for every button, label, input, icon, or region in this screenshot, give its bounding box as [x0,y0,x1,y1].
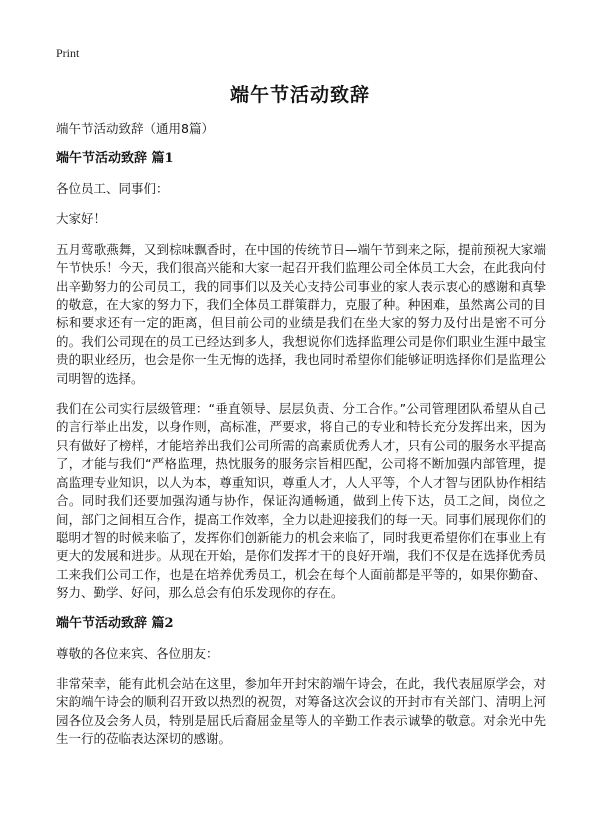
paragraph: 尊敬的各位来宾、各位朋友： [56,645,219,661]
section-1 [56,150,546,603]
page-title: 端午节活动致辞 [229,84,370,106]
paragraph: 我们在公司实行层级管理：“垂直领导、层层负责、分工合作。”公司管理团队希望从自己的言行举止出发，以身作则，高标准，严要求，将自己的专业和特长充分发挥出来，因为只有做好了榜样，才能培养出我们公司所需的高素质优秀人才，只有公司的服务水平提高了，才能与我们“严格监理，热忱服务的服务宗旨相匹配，公司将不断加强内部管理，提高监理专业知识，以人为本，尊重知识，尊重人才，人人平等，个人才智与团队协作相结合。同时我们还要加强沟通与协作，保证沟通畅通，做到上传下达，员工之间，岗位之间，部门之间相互合作，提高工作效率，全力以赴迎接我们的每一天。同事们展现你们的聪明才智的时候来临了，发挥你们创新能力的机会来临了，同时我更希望你们在事业上有更大的发展和进步。从现在开始，是你们发挥才干的良好开端，我们不仅是在选择优秀员工来我们公司工作，也是在培养优秀员工，机会在每个人面前都是平等的，如果你勤奋、努力、勤学、好问，那么总会有伯乐发现你的存在。 [56,401,546,601]
print-link[interactable]: Print [56,46,80,60]
section-heading: 端午节活动致辞 篇2 [56,615,174,631]
document-body [56,120,546,761]
document-subtitle: 端午节活动致辞（通用8篇） [56,121,214,136]
paragraph: 各位员工、同事们： [56,181,169,196]
paragraph: 大家好！ [56,211,107,227]
section-2 [56,615,546,749]
paragraph: 五月莺歌燕舞，又到棕味飘香时，在中国的传统节日—端午节到来之际，提前预祝大家端午节快乐！今天，我们很高兴能和大家一起召开我们监理公司全体员工大会，在此我向付出辛勤努力的公司员工，我的同事们以及关心支持公司事业的家人表示衷心的感谢和真挚的敬意，在大家的努力下，我们全体员工群策群力，克服了种。种困难，虽然离公司的目标和要求还有一定的距离，但目前公司的业绩是我们在坐大家的努力及付出是密不可分的。我们公司现在的员工已经达到多人，我想说你们选择监理公司是你们职业生涯中最宝贵的职业经历，也会是你一生无悔的选择，我也同时希望你们能够证明选择你们是监理公司明智的选择。 [56,241,546,386]
paragraph: 非常荣幸，能有此机会站在这里，参加年开封宋韵端午诗会，在此，我代表屈原学会，对宋韵端午诗会的顺利召开致以热烈的祝贺，对筹备这次会议的开封市有关部门、清明上河园各位及会务人员，特别是屈氏后裔屈金星等人的辛勤工作表示诚挚的敬意。对余光中先生一行的莅临表达深切的感谢。 [56,675,546,747]
section-heading: 端午节活动致辞 篇1 [56,151,174,166]
